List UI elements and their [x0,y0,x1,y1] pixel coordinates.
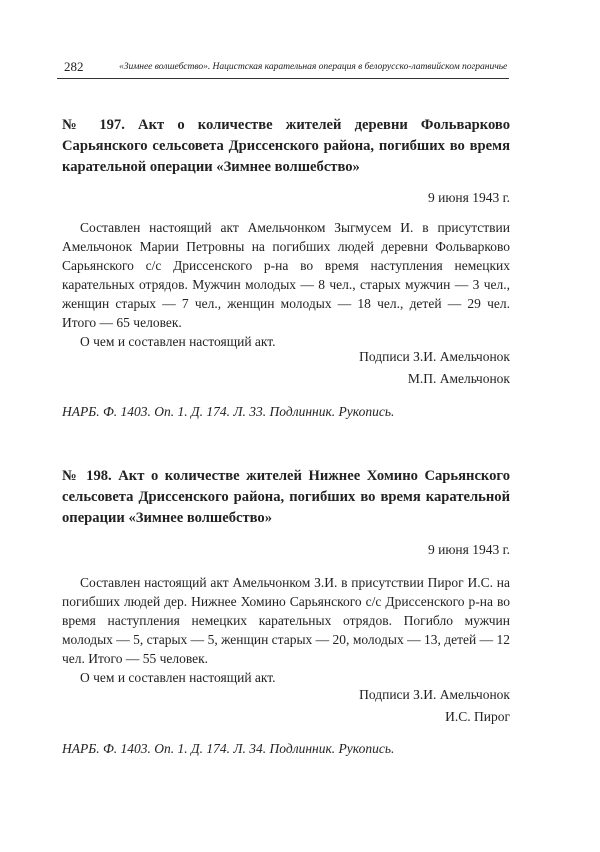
document-197-paragraph: Составлен настоящий акт Амельчонком Зыгмусем И. в присутствии Амельчонок Марии Петровны на погибших людей деревни Фольварково Сарьянского с/с Дриссенского р-на во время наступления немецких карательных отрядов. Мужчин молодых — 8 чел., старых мужчин — 3 чел., женщин старых — 7 чел., женщин молодых — 18 чел., детей — 29 чел. Итого — 65 человек. [62,220,510,330]
document-198-closing: О чем и составлен настоящий акт. [80,670,276,685]
document-197-signatures [359,346,510,390]
document-197-body [62,218,510,351]
document-197-title: № 197. Акт о количестве жителей деревни Фольварково Сарьянского сельсовета Дриссенского района, погибших во время карательной операции «Зимнее волшебство» [62,117,510,175]
running-header [57,58,509,78]
signature-line: Подписи З.И. Амельчонок [359,687,510,702]
header-rule [57,78,509,79]
document-197-source: НАРБ. Ф. 1403. Оп. 1. Д. 174. Л. 33. Подлинник. Рукопись. [62,404,395,419]
document-198-body [62,573,510,687]
signature-line: И.С. Пирог [445,709,510,724]
document-197-date: 9 июня 1943 г. [427,190,510,205]
document-198-paragraph: Составлен настоящий акт Амельчонком З.И. в присутствии Пирог И.С. на погибших людей дер. Нижнее Хомино Сарьянского с/с Дриссенского р-на во время наступления немецких карательных отрядов. Погибло мужчин молодых — 5, старых — 5, женщин старых — 20, молодых — 13, детей — 12 чел. Итого — 55 человек. [62,575,510,666]
running-title: «Зимнее волшебство». Нацистская карательная операция в белорусско-латвийском пограничье [119,61,508,72]
document-198-date: 9 июня 1943 г. [427,542,510,557]
signature-line: Подписи З.И. Амельчонок [359,349,510,364]
document-197-closing: О чем и составлен настоящий акт. [80,334,276,349]
document-198-signatures [359,684,510,728]
document-198-title: № 198. Акт о количестве жителей Нижнее Хомино Сарьянского сельсовета Дриссенского района, погибших во время карательной операции «Зимнее волшебство» [62,468,510,526]
page-number: 282 [64,59,84,74]
signature-line: М.П. Амельчонок [407,371,510,386]
document-198-source: НАРБ. Ф. 1403. Оп. 1. Д. 174. Л. 34. Подлинник. Рукопись. [62,741,395,756]
